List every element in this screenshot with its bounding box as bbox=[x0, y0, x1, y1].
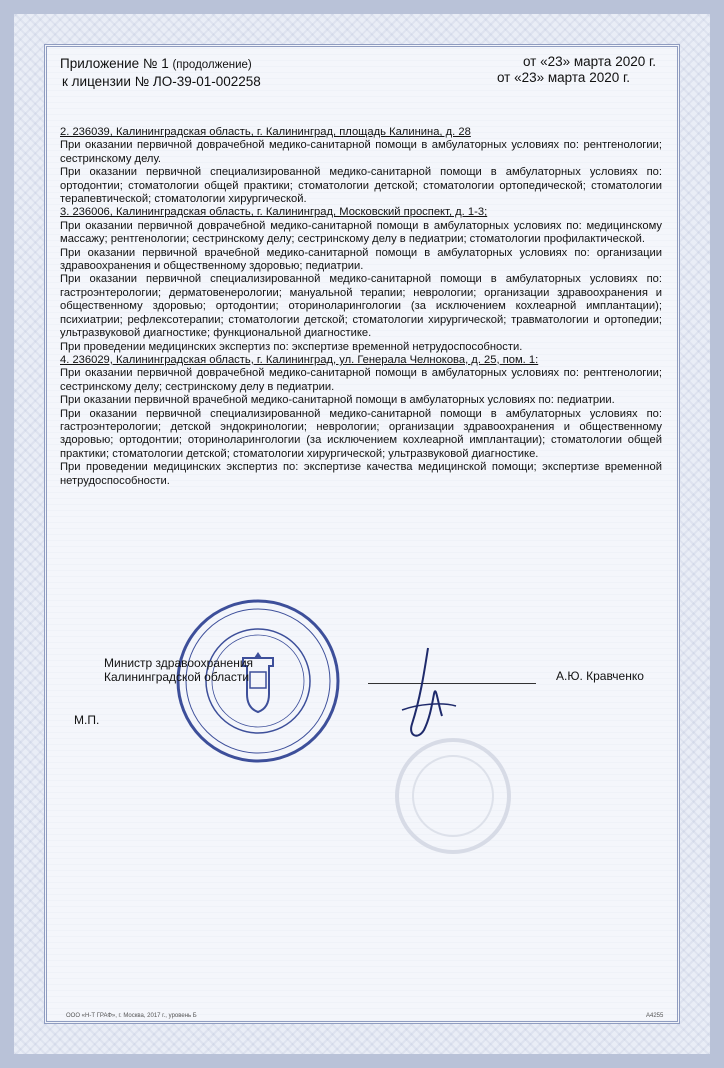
date-bottom: от «23» марта 2020 г. bbox=[496, 70, 630, 85]
address-line: 2. 236039, Калининградская область, г. Калининград, площадь Калинина, д. 28 bbox=[60, 126, 471, 138]
paragraph: При оказании первичной врачебной медико-санитарной помощи в амбулаторных условиях по: организации здравоохранения и общественному здоровью; педиатрии. bbox=[60, 246, 662, 273]
handwritten-signature-icon bbox=[398, 644, 458, 744]
seal-place-label: М.П. bbox=[74, 713, 100, 727]
paragraph: При оказании первичной доврачебной медико-санитарной помощи в амбулаторных условиях по: рентгенологии; сестринскому делу. bbox=[60, 139, 662, 165]
document-body bbox=[60, 126, 662, 488]
paragraph: При оказании первичной специализированной медико-санитарной помощи в амбулаторных условиях по: гастроэнтерологии; дерматовенерологии; мануальной терапии; неврологии; организации здравоохранения и общественному здоровью; ортодонтии; оториноларингологии (за исключением кохлеарной имплантации); психиатрии; рефлексотерапии; стоматологии детской; стоматологии хирургической; травматологии и ортопедии; ультразвуковой диагностике; функциональной диагностике. bbox=[60, 273, 662, 340]
printer-imprint: ООО «Н-Т ГРАФ», г. Москва, 2017 г., уровень Б bbox=[66, 1013, 197, 1019]
paragraph: При оказании первичной доврачебной медико-санитарной помощи в амбулаторных условиях по: медицинскому массажу; рентгенологии; сестринскому делу; сестринскому делу в педиатрии; стоматологии профилактической. bbox=[60, 219, 662, 246]
paragraph: При оказании первичной специализированной медико-санитарной помощи в амбулаторных условиях по: гастроэнтерологии; детской эндокринологии; неврологии; организации здравоохранения и общественному здоровью; ортодонтии; оториноларингологии (за исключением кохлеарной имплантации); стоматологии общей практики; стоматологии детской; стоматологии хирургической; ультразвуковой диагностике. bbox=[60, 407, 662, 460]
paragraph: При оказании первичной доврачебной медико-санитарной помощи в амбулаторных условиях по: рентгенологии; сестринскому делу; сестринскому делу в педиатрии. bbox=[60, 367, 662, 393]
address-line: 3. 236006, Калининградская область, г. Калининград, Московский проспект, д. 1-3; bbox=[60, 206, 488, 219]
address-line: 4. 236029, Калининградская область, г. Калининград, ул. Генерала Челнокова, д. 25, пом. 1: bbox=[60, 353, 539, 366]
signatory-title: Министр здравоохранения Калининградской области bbox=[104, 656, 254, 684]
appendix-title: Приложение № 1 (продолжение) bbox=[60, 56, 252, 71]
watermark-seal-icon bbox=[393, 736, 513, 856]
document-page bbox=[48, 46, 676, 1019]
paragraph: При проведении медицинских экспертиз по: экспертизе временной нетрудоспособности. bbox=[60, 340, 523, 353]
date-top: от «23» марта 2020 г. bbox=[522, 54, 656, 69]
address-section-4 bbox=[60, 354, 662, 488]
address-section-2 bbox=[60, 126, 662, 206]
address-section-3 bbox=[60, 206, 662, 353]
form-code: A4255 bbox=[646, 1013, 664, 1019]
paragraph: При оказании первичной врачебной медико-санитарной помощи в амбулаторных условиях по: педиатрии. bbox=[60, 394, 615, 407]
license-number: к лицензии № ЛО-39-01-002258 bbox=[62, 74, 261, 89]
signatory-name: А.Ю. Кравченко bbox=[556, 669, 644, 683]
paragraph: При проведении медицинских экспертиз по: экспертизе качества медицинской помощи; экспертизе временной нетрудоспособности. bbox=[60, 461, 662, 487]
paragraph: При оказании первичной специализированной медико-санитарной помощи в амбулаторных условиях по: ортодонтии; стоматологии общей практики; стоматологии детской; стоматологии ортопедической; стоматологии терапевтической; стоматологии хирургической. bbox=[60, 166, 662, 206]
